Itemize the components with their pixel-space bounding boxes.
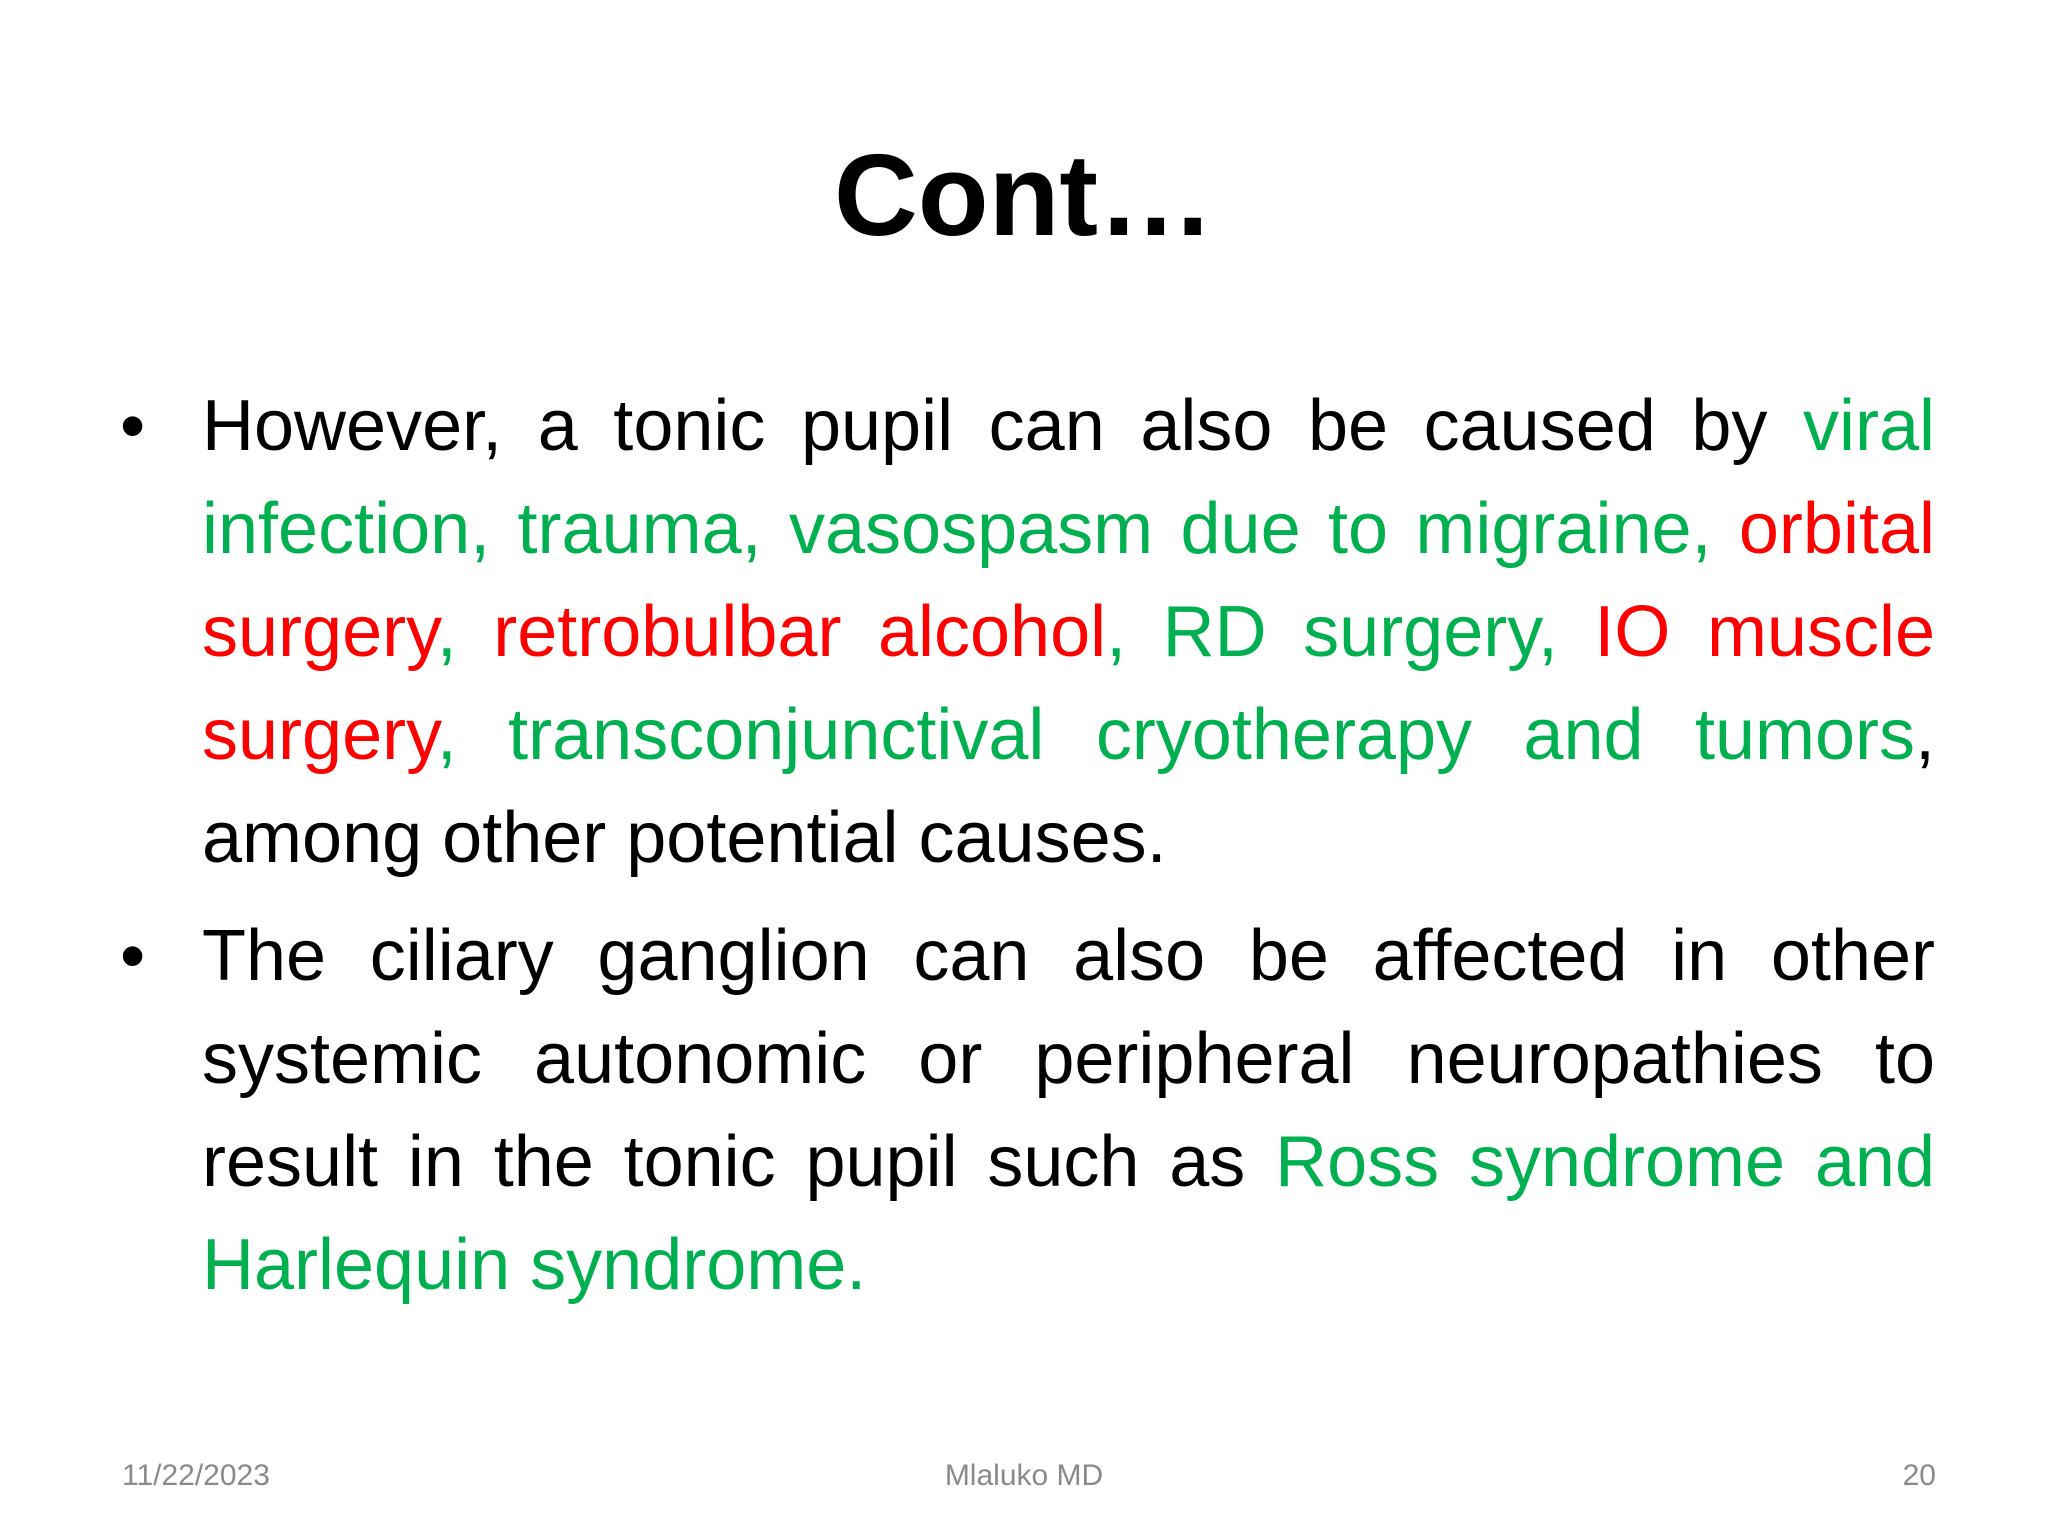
- bullet-text-segment: , transconjunctival cryotherapy and tumors: [436, 695, 1915, 775]
- bullet-text-segment: viral infection, trauma, vasospasm due to migraine,: [202, 386, 1935, 569]
- footer-author: Mlaluko MD: [944, 1459, 1104, 1492]
- bullet-text-segment: , among other potential causes.: [202, 695, 1935, 878]
- bullet-text-segment: ,: [436, 592, 494, 672]
- bullet-item-2: [120, 905, 1935, 1317]
- slide-content: [120, 375, 1935, 1332]
- bullet-text-segment: The ciliary ganglion can also be affected in other systemic autonomic or peripheral neuropathies to result in the tonic pupil such as: [202, 916, 1935, 1202]
- bullet-text-segment: , RD surgery,: [1106, 592, 1595, 672]
- bullet-text-segment: However, a tonic pupil can also be caused by: [202, 386, 1803, 466]
- bullet-text-segment: IO muscle surgery: [202, 592, 1935, 775]
- bullet-icon: •: [120, 386, 146, 466]
- footer-page-number: 20: [1902, 1459, 1936, 1492]
- bullet-text-segment: Ross syndrome and Harlequin syndrome.: [202, 1122, 1935, 1305]
- footer-date: 11/22/2023: [122, 1459, 270, 1492]
- bullet-text-segment: orbital surgery: [202, 489, 1935, 672]
- slide-title: Cont…: [833, 130, 1215, 260]
- bullet-text-segment: retrobulbar alcohol: [493, 592, 1107, 672]
- bullet-icon: •: [120, 916, 146, 996]
- bullet-item-1: [120, 375, 1935, 890]
